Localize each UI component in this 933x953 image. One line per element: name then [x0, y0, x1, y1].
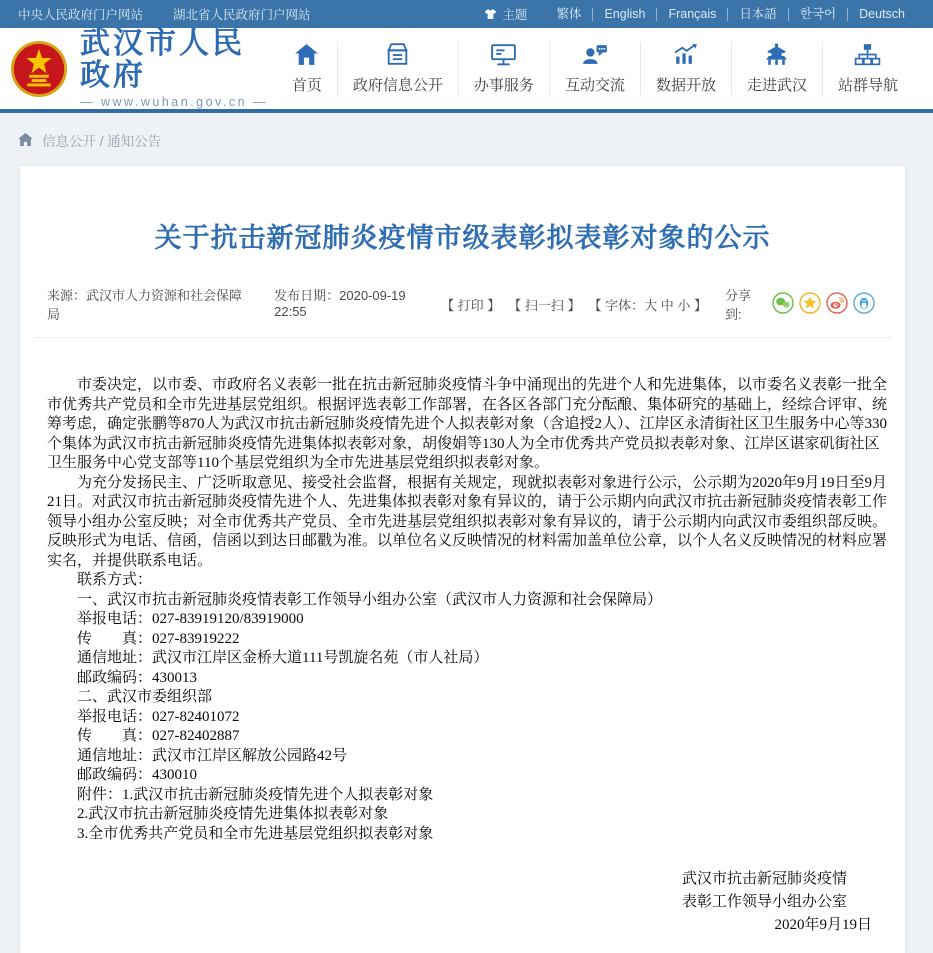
article-meta-left	[47, 285, 441, 323]
breadcrumb-path[interactable]: 信息公开 / 通知公告	[42, 133, 162, 149]
article-line-org1: 一、武汉市抗击新冠肺炎疫情表彰工作领导小组办公室（武汉市人力资源和社会保障局）	[77, 591, 663, 608]
services-monitor-icon	[489, 42, 518, 67]
article-line-attachment-3: 3.全市优秀共产党员和全市先进基层党组织拟表彰对象	[77, 825, 434, 842]
lang-english[interactable]: English	[592, 8, 656, 21]
nav-item-interaction[interactable]	[549, 42, 640, 95]
nav-label: 首页	[291, 77, 322, 94]
site-name: 武汉市人民政府	[80, 27, 245, 92]
theme-label: 主题	[502, 8, 528, 22]
signature-block	[20, 868, 905, 953]
theme-button[interactable]	[484, 5, 527, 23]
qzone-share-icon[interactable]	[799, 292, 821, 317]
article-source: 来源：武汉市人力资源和社会保障局	[47, 288, 243, 322]
article-line-contact-header: 联系方式：	[77, 572, 153, 588]
site-logo[interactable]	[10, 28, 277, 109]
nav-label: 互动交流	[564, 77, 625, 94]
article-line-org1-address: 通信地址：武汉市江岸区金桥大道111号凯旋名苑（市人社局）	[77, 650, 489, 666]
topbar	[0, 0, 933, 28]
nav-label: 政府信息公开	[352, 77, 443, 94]
article-line-org2: 二、武汉市委组织部	[77, 689, 213, 705]
qq-share-icon[interactable]	[853, 292, 875, 317]
signature-date: 2020年9月19日	[774, 917, 872, 933]
article-line-org1-postcode: 邮政编码：430013	[77, 669, 198, 686]
font-size-control[interactable]: 【 字体：大 中 小 】	[588, 297, 707, 313]
nav-item-info-disclosure[interactable]	[337, 42, 458, 95]
lang-korean[interactable]: 한국어	[788, 8, 847, 21]
national-emblem-icon	[10, 40, 68, 98]
article-meta-row	[20, 255, 905, 337]
sitemap-icon	[853, 42, 882, 67]
pagoda-icon	[762, 42, 791, 67]
nav-item-site-navigation[interactable]	[822, 42, 913, 95]
article-line-attachment-1: 附件：1.武汉市抗击新冠肺炎疫情先进个人拟表彰对象	[77, 786, 434, 803]
weibo-share-icon[interactable]	[826, 292, 848, 317]
article-line-org2-address: 通信地址：武汉市江岸区解放公园路42号	[77, 747, 348, 764]
topbar-link-central-gov[interactable]: 中央人民政府门户网站	[18, 8, 144, 22]
topbar-right-links	[484, 5, 905, 23]
nav-item-about-wuhan[interactable]	[731, 42, 822, 95]
print-button[interactable]: 【 打印 】	[441, 297, 501, 313]
lang-german[interactable]: Deutsch	[847, 8, 905, 21]
lang-french[interactable]: Français	[656, 8, 727, 21]
share-label: 分享到:	[724, 288, 751, 322]
home-icon	[293, 42, 320, 67]
nav-label: 办事服务	[473, 77, 534, 94]
article-paragraph: 市委决定，以市委、市政府名义表彰一批在抗击新冠肺炎疫情斗争中涌现出的先进个人和先进集体，以市委名义表彰一批全市优秀共产党员和全市先进基层党组织。根据评选表彰工作部署，在各区各部门充分酝酿、集体研究的基础上，经综合评审、统筹考虑，确定张鹏等870人为武汉市抗击新冠肺炎疫情先进个人拟表彰对象（含追授2人）、江岸区永清街社区卫生服务中心等330个集体为武汉市抗击新冠肺炎疫情先进集体拟表彰对象，胡俊娟等130人为全市优秀共产党员拟表彰对象、江岸区谌家矶街社区卫生服务中心党支部等110个基层党组织为全市先进基层党组织拟表彰对象。	[47, 377, 888, 471]
page-title: 关于抗击新冠肺炎疫情市级表彰拟表彰对象的公示	[154, 223, 771, 253]
article-paragraph: 为充分发扬民主、广泛听取意见、接受社会监督，根据有关规定，现就拟表彰对象进行公示，公示期为2020年9月19日至9月21日。对武汉市抗击新冠肺炎疫情先进个人、先进集体拟表彰对象有异议的，请于公示期内向武汉市抗击新冠肺炎疫情表彰工作领导小组办公室反映；对全市优秀共产党员、全市先进基层党组织拟表彰对象有异议的，请于公示期内向武汉市委组织部反映。反映形式为电话、信函，信函以到达日邮戳为准。以单位名义反映情况的材料需加盖单位公章，以个人名义反映情况的材料应署实名，并提供联系电话。	[47, 474, 888, 569]
nav-label: 站群导航	[837, 77, 898, 94]
site-title-block	[80, 28, 277, 109]
main-nav	[277, 42, 913, 95]
article-body	[20, 338, 905, 844]
article-line-org1-phone: 举报电话：027-83919120/83919000	[77, 611, 304, 627]
lang-japanese[interactable]: 日本語	[727, 8, 788, 21]
scan-button[interactable]: 【 扫一扫 】	[508, 297, 581, 313]
article-meta-tools	[441, 295, 707, 314]
open-data-chart-icon	[671, 42, 700, 67]
breadcrumb	[0, 113, 933, 166]
article-line-org2-postcode: 邮政编码：430010	[77, 767, 198, 783]
article-card	[20, 166, 905, 953]
article-line-org1-fax: 传 真：027-83919222	[77, 630, 240, 647]
nav-item-home[interactable]	[277, 42, 337, 95]
nav-label: 数据开放	[655, 77, 716, 94]
article-line-attachment-2: 2.武汉市抗击新冠肺炎疫情先进集体拟表彰对象	[77, 806, 389, 822]
article-line-org2-phone: 举报电话：027-82401072	[77, 708, 240, 725]
article-line-org2-fax: 传 真：027-82402887	[77, 728, 240, 744]
site-url: — www.wuhan.gov.cn —	[80, 95, 269, 109]
nav-label: 走进武汉	[746, 77, 807, 94]
breadcrumb-home-icon[interactable]	[18, 133, 33, 146]
signature-org-line-1: 武汉市抗击新冠肺炎疫情	[681, 871, 847, 887]
article-publish-date: 发布日期：2020-09-19 22:55	[274, 288, 406, 319]
topbar-left-links	[18, 5, 311, 23]
nav-item-services[interactable]	[458, 42, 549, 95]
lang-traditional[interactable]: 繁体	[556, 6, 582, 21]
site-header	[0, 28, 933, 113]
signature-org-line-2: 表彰工作领导小组办公室	[681, 894, 847, 910]
nav-item-open-data[interactable]	[640, 42, 731, 95]
info-disclosure-icon	[383, 42, 412, 67]
wechat-share-icon[interactable]	[772, 292, 794, 317]
interaction-icon	[580, 42, 609, 67]
tshirt-icon	[484, 8, 497, 20]
share-bar	[725, 285, 875, 323]
topbar-link-hubei-gov[interactable]: 湖北省人民政府门户网站	[173, 8, 311, 22]
